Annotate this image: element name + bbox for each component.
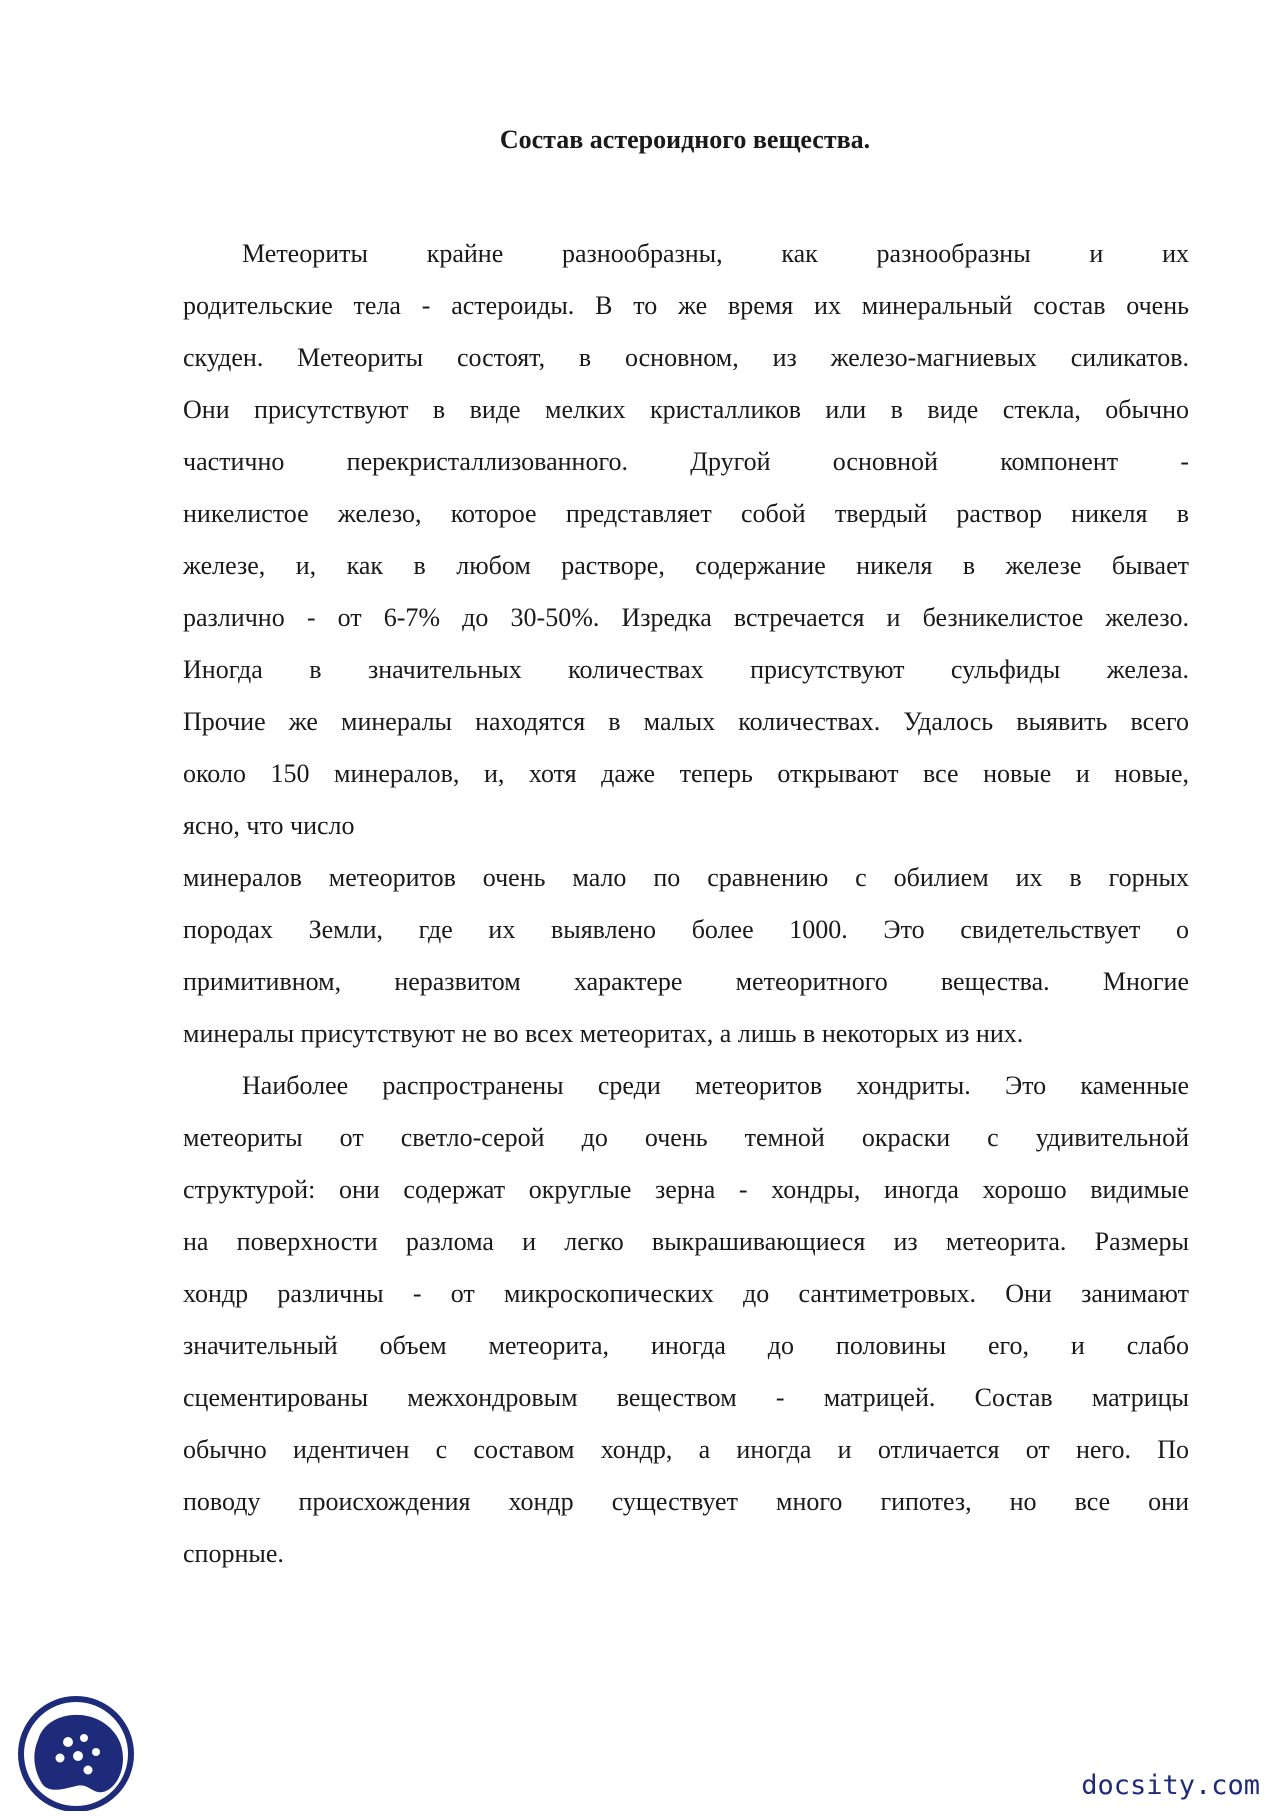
text-line: хондр различны - от микроскопических до сантиметровых. Они занимают: [183, 1279, 1189, 1308]
text-line: Иногда в значительных количествах присутствуют сульфиды железа.: [183, 655, 1189, 684]
text-line: спорные.: [183, 1539, 284, 1568]
text-line: на поверхности разлома и легко выкрашивающиеся из метеорита. Размеры: [183, 1227, 1189, 1256]
paragraph-2: [183, 1060, 1189, 1580]
text-line: примитивном, неразвитом характере метеоритного вещества. Многие: [183, 967, 1189, 996]
text-line: около 150 минералов, и, хотя даже теперь открывают все новые и новые,: [183, 759, 1189, 788]
text-line: скуден. Метеориты состоят, в основном, из железо-магниевых силикатов.: [183, 343, 1189, 372]
text-line: родительские тела - астероиды. В то же время их минеральный состав очень: [183, 291, 1189, 320]
text-line: минералы присутствуют не во всех метеоритах, а лишь в некоторых из них.: [183, 1019, 1024, 1048]
text-line: поводу происхождения хондр существует много гипотез, но все они: [183, 1487, 1189, 1516]
text-line: Метеориты крайне разнообразны, как разнообразны и их: [242, 239, 1189, 268]
text-line: различно - от 6-7% до 30-50%. Изредка встречается и безникелистое железо.: [183, 603, 1189, 632]
text-line: никелистое железо, которое представляет собой твердый раствор никеля в: [183, 499, 1189, 528]
text-line: метеориты от светло-серой до очень темной окраски с удивительной: [183, 1123, 1189, 1152]
text-line: ясно, что число: [183, 811, 355, 840]
text-line: Прочие же минералы находятся в малых количествах. Удалось выявить всего: [183, 707, 1189, 736]
text-line: железе, и, как в любом растворе, содержание никеля в железе бывает: [183, 551, 1189, 580]
text-line: обычно идентичен с составом хондр, а иногда и отличается от него. По: [183, 1435, 1189, 1464]
paragraph-1: [183, 228, 1189, 1060]
document-title: Состав астероидного вещества.: [499, 125, 871, 154]
text-line: частично перекристаллизованного. Другой основной компонент -: [183, 447, 1189, 476]
brand-watermark[interactable]: docsity.com: [1081, 1770, 1260, 1801]
document-body: [183, 228, 1189, 1580]
text-line: структурой: они содержат округлые зерна - хондры, иногда хорошо видимые: [183, 1175, 1189, 1204]
text-line: породах Земли, где их выявлено более 1000. Это свидетельствует о: [183, 915, 1189, 944]
text-line: Наиболее распространены среди метеоритов хондриты. Это каменные: [242, 1071, 1189, 1100]
text-line: значительный объем метеорита, иногда до половины его, и слабо: [183, 1331, 1189, 1360]
docsity-logo-icon[interactable]: [16, 1690, 136, 1811]
text-line: сцементированы межхондровым веществом - матрицей. Состав матрицы: [183, 1383, 1189, 1412]
text-line: Они присутствуют в виде мелких кристалликов или в виде стекла, обычно: [183, 395, 1189, 424]
text-line: минералов метеоритов очень мало по сравнению с обилием их в горных: [183, 863, 1189, 892]
